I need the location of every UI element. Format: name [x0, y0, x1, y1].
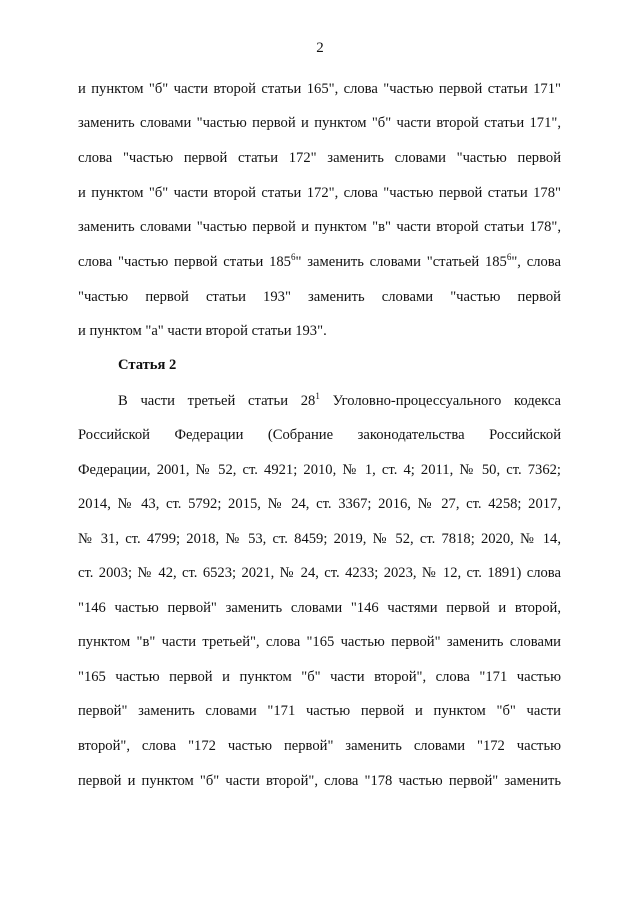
text-line: заменить словами "частью первой и пунктом "б" части второй статьи 171", [78, 115, 561, 131]
text-line [118, 391, 561, 411]
text-line: и пунктом "б" части второй статьи 165", слова "частью первой статьи 171" [78, 81, 561, 97]
text-line: "146 частью первой" заменить словами "146 частями первой и второй, [78, 600, 561, 616]
text-segment: " заменить словами "статьей 185 [295, 254, 507, 270]
text-segment: ", слова [511, 254, 561, 270]
article-heading: Статья 2 [118, 357, 177, 373]
text-segment: Уголовно-процессуального кодекса [319, 393, 561, 409]
text-line: Российской Федерации (Собрание законодательства Российской [78, 427, 561, 443]
text-line: первой" заменить словами "171 частью первой и пунктом "б" части [78, 703, 561, 719]
text-line: второй", слова "172 частью первой" заменить словами "172 частью [78, 738, 561, 754]
text-segment: слова "частью первой статьи 185 [78, 254, 291, 270]
text-line: первой и пунктом "б" части второй", слова "178 частью первой" заменить [78, 773, 561, 789]
text-line [78, 252, 561, 272]
text-line: "165 частью первой и пунктом "б" части второй", слова "171 частью [78, 669, 561, 685]
text-line: 2014, № 43, ст. 5792; 2015, № 24, ст. 3367; 2016, № 27, ст. 4258; 2017, [78, 496, 561, 512]
text-line: ст. 2003; № 42, ст. 6523; 2021, № 24, ст. 4233; 2023, № 12, ст. 1891) слова [78, 565, 561, 581]
page-number: 2 [316, 40, 324, 56]
text-line: и пунктом "б" части второй статьи 172", слова "частью первой статьи 178" [78, 185, 561, 201]
superscript: 1 [315, 391, 320, 401]
text-line: слова "частью первой статьи 172" заменить словами "частью первой [78, 150, 561, 166]
superscript: 6 [290, 252, 296, 262]
text-line: Федерации, 2001, № 52, ст. 4921; 2010, № 1, ст. 4; 2011, № 50, ст. 7362; [78, 462, 561, 478]
superscript: 6 [506, 252, 512, 262]
text-line: пунктом "в" части третьей", слова "165 частью первой" заменить словами [78, 634, 561, 650]
text-line: № 31, ст. 4799; 2018, № 53, ст. 8459; 2019, № 52, ст. 7818; 2020, № 14, [78, 531, 561, 547]
text-line: и пунктом "а" части второй статьи 193". [78, 323, 327, 339]
text-line: заменить словами "частью первой и пунктом "в" части второй статьи 178", [78, 219, 561, 235]
text-line: "частью первой статьи 193" заменить словами "частью первой [78, 289, 561, 305]
text-segment: В части третьей статьи 28 [118, 393, 316, 409]
